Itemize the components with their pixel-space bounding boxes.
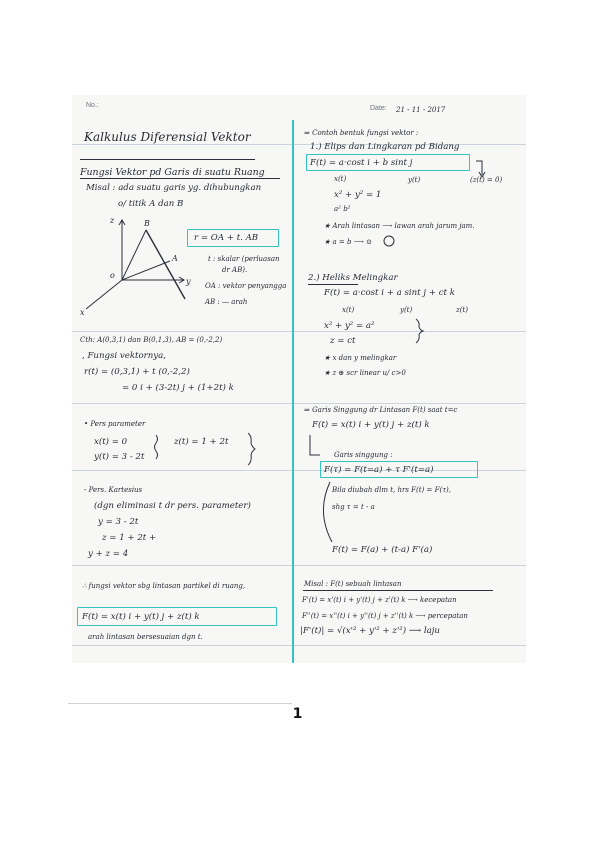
note-line: ★ x dan y melingkar [324,354,397,362]
formula-text: r = OA + t. AB [194,233,259,243]
note-line: Misal : F(t) sebuah lintasan [304,580,402,588]
footer-rule [68,703,292,704]
brace [155,435,158,459]
equation: F(t) = a·cost i + a sint j + ct k [324,288,455,298]
equation: z(t) = 1 + 2t [174,437,229,447]
point-label-a: A [172,254,178,263]
formula-text: F(t) = x(t) i + y(t) j + z(t) k [82,612,200,622]
note-line: , Fungsi vektornya, [82,351,167,361]
section-heading: Fungsi Vektor pd Garis di suatu Ruang [80,167,265,178]
note-line: arah lintasan bersesuaian dgn t. [88,633,203,641]
equation: F(t) = F(a) + (t-a) F'(a) [332,545,433,555]
x-axis [86,280,122,309]
equation: F(t) = x(t) i + y(t) j + z(t) k [312,420,430,430]
note-line: OA : vektor penyangga [205,282,287,290]
equation: y + z = 4 [88,549,129,559]
equation: z = 1 + 2t + [102,533,157,543]
subsection-heading: 2.) Heliks Melingkar [308,273,398,283]
note-line: ★ a = b ⟶ ⊙ [324,238,372,246]
vector-diagram [72,95,526,663]
note-line: Misal : ada suatu garis yg. dihubungkan [86,183,262,193]
note-line: ∴ fungsi vektor sbg lintasan partikel di ruang, [82,582,246,590]
brace [248,433,255,465]
equation: F''(t) = x''(t) i + y''(t) j + z''(t) k ⟶ percepatan [302,612,468,620]
point-label-b: B [144,219,150,228]
no-label: No.: [86,102,99,109]
subsection-heading: ⇒ Garis Singgung dr Lintasan F(t) saat t=c [304,406,458,414]
note-line: Bila diubah dlm t, hrs F(t) = F(τ), [332,486,452,494]
note-line: • Pers parameter [84,420,146,428]
circle-symbol [384,236,394,246]
component-label: (z(t) = 0) [470,176,503,184]
equation: x(t) = 0 [94,437,128,447]
date-value: 21 - 11 - 2017 [396,106,446,114]
equation: F'(t) = x'(t) i + y'(t) j + z'(t) k ⟶ kecepatan [302,596,457,604]
note-line: (dgn eliminasi t dr pers. parameter) [94,501,251,511]
vector-ob [122,230,146,280]
component-label: z(t) [456,306,468,314]
note-line: Garis singgung : [334,451,393,459]
equation: z = ct [330,336,356,346]
equation: r(t) = (0,3,1) + t (0,-2,2) [84,367,190,377]
equation: x² + y² = a² [324,321,375,331]
note-line: Cth: A(0,3,1) dan B(0,1,3), AB = (0,-2,2) [80,336,223,344]
equation: |F'(t)| = √(x'² + y'² + z'²) ⟶ laju [300,626,440,636]
brace [416,319,423,343]
equation: x² + y² = 1 [334,190,382,200]
note-line: o/ titik A dan B [118,199,184,209]
note-line: AB : ― arah [205,298,248,306]
curve-arrow [323,482,332,542]
note-line: dr AB). [222,266,248,274]
page-number: 1 [292,706,303,722]
equation: a² b² [334,205,351,213]
notebook-page [72,95,526,663]
component-label: y(t) [408,176,421,184]
note-line: - Pers. Kartesius [84,486,143,494]
component-label: x(t) [342,306,355,314]
equation: y(t) = 3 - 2t [94,452,145,462]
equation: = 0 i + (3-2t) j + (1+2t) k [122,383,234,393]
line-ab [146,230,185,299]
axis-label-x: x [80,308,85,317]
formula-text: F(τ) = F(t=a) + τ F'(t=a) [324,465,434,475]
note-line: t : skalar (perluasan [208,255,280,263]
component-label: x(t) [334,175,347,183]
axis-label-y: y [186,277,191,286]
equation: y = 3 - 2t [98,517,139,527]
arrow [310,435,320,455]
note-line: shg τ = t - a [332,503,375,511]
origin-label: o [110,271,115,280]
formula-text: F(t) = a·cost i + b sint j [310,158,413,168]
subsection-heading: 1.) Elips dan Lingkaran pd Bidang [310,142,460,152]
note-line: ★ Arah lintasan ⟶ lawan arah jarum jam. [324,222,475,230]
note-line: ★ z ⊕ scr linear u/ c>0 [324,369,406,377]
component-label: y(t) [400,306,413,314]
page-title: Kalkulus Diferensial Vektor [84,130,251,144]
axis-label-z: z [110,216,115,225]
note-line: ⇒ Contoh bentuk fungsi vektor : [304,129,419,137]
date-label: Date: [370,105,387,112]
